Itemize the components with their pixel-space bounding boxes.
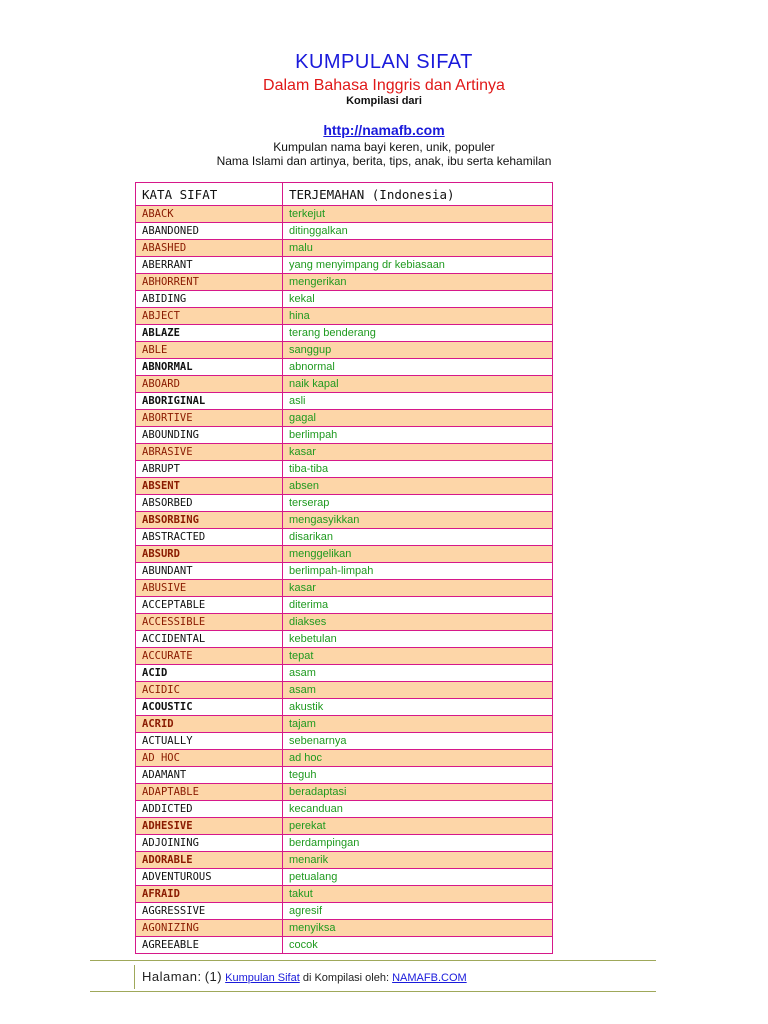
footer-link-kumpulan-sifat[interactable]: Kumpulan Sifat bbox=[225, 972, 300, 984]
table-row bbox=[136, 852, 553, 869]
word-cell: AD HOC bbox=[136, 750, 283, 767]
table-row bbox=[136, 444, 553, 461]
table-row bbox=[136, 529, 553, 546]
table-row bbox=[136, 257, 553, 274]
word-cell: ABASHED bbox=[136, 240, 283, 257]
meaning-cell: malu bbox=[283, 240, 553, 257]
word-cell: ABSURD bbox=[136, 546, 283, 563]
meaning-cell: tajam bbox=[283, 716, 553, 733]
word-cell: ABNORMAL bbox=[136, 359, 283, 376]
meaning-cell: diterima bbox=[283, 597, 553, 614]
table-row bbox=[136, 546, 553, 563]
table-row bbox=[136, 631, 553, 648]
footer-text bbox=[142, 969, 467, 984]
table-row bbox=[136, 665, 553, 682]
table-row bbox=[136, 325, 553, 342]
table-row bbox=[136, 699, 553, 716]
meaning-cell: terserap bbox=[283, 495, 553, 512]
table-row bbox=[136, 818, 553, 835]
word-cell: ADVENTUROUS bbox=[136, 869, 283, 886]
meaning-cell: menyiksa bbox=[283, 920, 553, 937]
footer-link-namafb[interactable]: NAMAFB.COM bbox=[392, 972, 467, 984]
word-cell: ACTUALLY bbox=[136, 733, 283, 750]
meaning-cell: ad hoc bbox=[283, 750, 553, 767]
word-cell: AGGRESSIVE bbox=[136, 903, 283, 920]
meaning-cell: mengerikan bbox=[283, 274, 553, 291]
footer-page-number: (1) bbox=[204, 969, 223, 984]
table-row bbox=[136, 291, 553, 308]
word-cell: AFRAID bbox=[136, 886, 283, 903]
document-title: KUMPULAN SIFAT bbox=[295, 51, 473, 73]
description-line-1: Kumpulan nama bayi keren, unik, populer bbox=[273, 140, 495, 154]
meaning-cell: diakses bbox=[283, 614, 553, 631]
word-cell: ABHORRENT bbox=[136, 274, 283, 291]
word-cell: ABORTIVE bbox=[136, 410, 283, 427]
word-cell: ABOUNDING bbox=[136, 427, 283, 444]
word-cell: ADDICTED bbox=[136, 801, 283, 818]
word-cell: ABSENT bbox=[136, 478, 283, 495]
table-row bbox=[136, 308, 553, 325]
word-cell: ABIDING bbox=[136, 291, 283, 308]
meaning-cell: kebetulan bbox=[283, 631, 553, 648]
word-cell: ACIDIC bbox=[136, 682, 283, 699]
page-footer bbox=[90, 960, 656, 992]
meaning-cell: hina bbox=[283, 308, 553, 325]
word-cell: ADORABLE bbox=[136, 852, 283, 869]
word-cell: ABRUPT bbox=[136, 461, 283, 478]
table-row bbox=[136, 614, 553, 631]
word-cell: ACRID bbox=[136, 716, 283, 733]
meaning-cell: akustik bbox=[283, 699, 553, 716]
word-cell: ADAPTABLE bbox=[136, 784, 283, 801]
table-row bbox=[136, 478, 553, 495]
source-link[interactable]: http://namafb.com bbox=[323, 122, 445, 138]
table-row bbox=[136, 801, 553, 818]
word-cell: ABUNDANT bbox=[136, 563, 283, 580]
description-line-2: Nama Islami dan artinya, berita, tips, anak, ibu serta kehamilan bbox=[216, 154, 552, 168]
meaning-cell: berdampingan bbox=[283, 835, 553, 852]
table-row bbox=[136, 393, 553, 410]
table-row bbox=[136, 427, 553, 444]
word-cell: ACCEPTABLE bbox=[136, 597, 283, 614]
table-row bbox=[136, 597, 553, 614]
table-row bbox=[136, 784, 553, 801]
word-cell: ABSTRACTED bbox=[136, 529, 283, 546]
word-cell: ADJOINING bbox=[136, 835, 283, 852]
meaning-cell: yang menyimpang dr kebiasaan bbox=[283, 257, 553, 274]
meaning-cell: gagal bbox=[283, 410, 553, 427]
meaning-cell: kasar bbox=[283, 580, 553, 597]
word-cell: ACID bbox=[136, 665, 283, 682]
table-row bbox=[136, 835, 553, 852]
table-row bbox=[136, 376, 553, 393]
footer-label: Halaman: bbox=[142, 969, 202, 984]
meaning-cell: perekat bbox=[283, 818, 553, 835]
meaning-cell: teguh bbox=[283, 767, 553, 784]
word-cell: ACCESSIBLE bbox=[136, 614, 283, 631]
table-row bbox=[136, 274, 553, 291]
table-row bbox=[136, 223, 553, 240]
meaning-cell: naik kapal bbox=[283, 376, 553, 393]
table-row bbox=[136, 682, 553, 699]
meaning-cell: tepat bbox=[283, 648, 553, 665]
word-cell: AGONIZING bbox=[136, 920, 283, 937]
table-row bbox=[136, 206, 553, 223]
meaning-cell: petualang bbox=[283, 869, 553, 886]
table-row bbox=[136, 461, 553, 478]
table-row bbox=[136, 920, 553, 937]
meaning-cell: ditinggalkan bbox=[283, 223, 553, 240]
word-cell: ABORIGINAL bbox=[136, 393, 283, 410]
table-row bbox=[136, 240, 553, 257]
table-row bbox=[136, 869, 553, 886]
table-row bbox=[136, 495, 553, 512]
table-row bbox=[136, 767, 553, 784]
table-row bbox=[136, 410, 553, 427]
meaning-cell: berlimpah-limpah bbox=[283, 563, 553, 580]
meaning-cell: absen bbox=[283, 478, 553, 495]
footer-compiled-by: di Kompilasi oleh: bbox=[302, 972, 390, 984]
meaning-cell: agresif bbox=[283, 903, 553, 920]
footer-divider bbox=[134, 965, 135, 989]
word-cell: ACCURATE bbox=[136, 648, 283, 665]
compiled-from-label: Kompilasi dari bbox=[346, 95, 422, 107]
table-row bbox=[136, 886, 553, 903]
table-row bbox=[136, 512, 553, 529]
meaning-cell: menarik bbox=[283, 852, 553, 869]
meaning-cell: sebenarnya bbox=[283, 733, 553, 750]
word-cell: ABERRANT bbox=[136, 257, 283, 274]
meaning-cell: terang benderang bbox=[283, 325, 553, 342]
meaning-cell: kecanduan bbox=[283, 801, 553, 818]
meaning-cell: beradaptasi bbox=[283, 784, 553, 801]
word-cell: ABLAZE bbox=[136, 325, 283, 342]
table-row bbox=[136, 359, 553, 376]
word-cell: ABLE bbox=[136, 342, 283, 359]
table-row bbox=[136, 733, 553, 750]
table-row bbox=[136, 750, 553, 767]
word-cell: ABJECT bbox=[136, 308, 283, 325]
meaning-cell: mengasyikkan bbox=[283, 512, 553, 529]
meaning-cell: takut bbox=[283, 886, 553, 903]
word-cell: ACCIDENTAL bbox=[136, 631, 283, 648]
meaning-cell: tiba-tiba bbox=[283, 461, 553, 478]
meaning-cell: sanggup bbox=[283, 342, 553, 359]
word-cell: ABANDONED bbox=[136, 223, 283, 240]
word-cell: ABUSIVE bbox=[136, 580, 283, 597]
word-cell: AGREEABLE bbox=[136, 937, 283, 954]
table-row bbox=[136, 937, 553, 954]
word-cell: ABOARD bbox=[136, 376, 283, 393]
column-header-meaning: TERJEMAHAN (Indonesia) bbox=[283, 183, 553, 206]
table-row bbox=[136, 580, 553, 597]
word-cell: ABSORBING bbox=[136, 512, 283, 529]
word-cell: ADHESIVE bbox=[136, 818, 283, 835]
table-row bbox=[136, 342, 553, 359]
word-cell: ACOUSTIC bbox=[136, 699, 283, 716]
word-cell: ADAMANT bbox=[136, 767, 283, 784]
table-row bbox=[136, 903, 553, 920]
meaning-cell: kasar bbox=[283, 444, 553, 461]
meaning-cell: terkejut bbox=[283, 206, 553, 223]
table-header-row bbox=[136, 183, 553, 206]
word-cell: ABACK bbox=[136, 206, 283, 223]
adjective-table bbox=[135, 182, 553, 954]
word-cell: ABSORBED bbox=[136, 495, 283, 512]
meaning-cell: kekal bbox=[283, 291, 553, 308]
meaning-cell: cocok bbox=[283, 937, 553, 954]
meaning-cell: abnormal bbox=[283, 359, 553, 376]
meaning-cell: disarikan bbox=[283, 529, 553, 546]
column-header-word: KATA SIFAT bbox=[136, 183, 283, 206]
meaning-cell: berlimpah bbox=[283, 427, 553, 444]
table-row bbox=[136, 716, 553, 733]
document-subtitle: Dalam Bahasa Inggris dan Artinya bbox=[263, 77, 505, 94]
meaning-cell: menggelikan bbox=[283, 546, 553, 563]
table-row bbox=[136, 563, 553, 580]
word-cell: ABRASIVE bbox=[136, 444, 283, 461]
table-row bbox=[136, 648, 553, 665]
meaning-cell: asam bbox=[283, 682, 553, 699]
meaning-cell: asli bbox=[283, 393, 553, 410]
meaning-cell: asam bbox=[283, 665, 553, 682]
